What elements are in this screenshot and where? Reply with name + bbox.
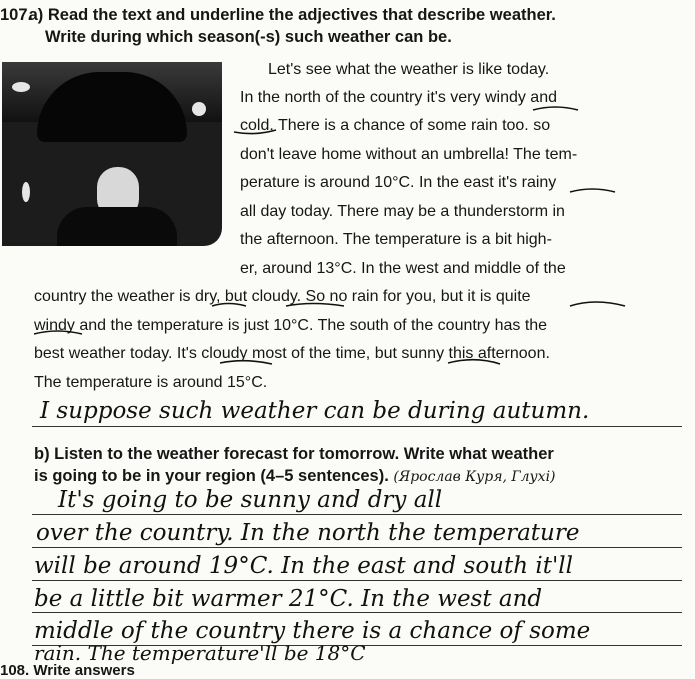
answer-b-line: over the country. In the north the temperature — [36, 520, 580, 546]
passage-line: In the north of the country it's very windy and — [240, 89, 557, 106]
part-b-instructions — [34, 443, 556, 488]
answer-b-line: middle of the country there is a chance of some — [34, 618, 591, 644]
passage-line: perature is around 10°C. In the east it's rainy — [240, 174, 557, 191]
passage-line: all day today. There may be a thunderstorm in — [240, 203, 565, 220]
passage-line: Let's see what the weather is like today. — [268, 61, 550, 78]
answer-b-line: rain. The temperature'll be 18°C — [34, 641, 366, 665]
umbrella-photo — [2, 62, 222, 246]
answer-line — [32, 612, 682, 613]
passage-line: cold. There is a chance of some rain too. so — [240, 117, 551, 134]
exercise-number: 107. — [0, 6, 33, 24]
answer-b-line: be a little bit warmer 21°C. In the west and — [34, 586, 543, 612]
passage-line: country the weather is dry, but cloudy. So no rain for you, but it is quite — [34, 288, 531, 305]
answer-a: I suppose such weather can be during autumn. — [40, 398, 590, 424]
answer-line — [32, 547, 682, 548]
next-exercise: 108. Write answers — [0, 662, 135, 679]
passage-line: don't leave home without an umbrella! The tem- — [240, 146, 578, 163]
passage-line: windy and the temperature is just 10°C. The south of the country has the — [34, 317, 548, 334]
part-b-line-2: is going to be in your region (4–5 sentences). — [34, 467, 389, 485]
passage-line: er, around 13°C. In the west and middle of the — [240, 260, 566, 277]
heading-line-1: a) Read the text and underline the adjectives that describe weather. — [28, 6, 556, 24]
answer-line — [32, 514, 682, 515]
exercise-heading — [0, 4, 690, 48]
answer-b-line: will be around 19°C. In the east and south it'll — [34, 553, 573, 579]
answer-b-line: It's going to be sunny and dry all — [58, 487, 443, 513]
answer-line — [32, 426, 682, 427]
answer-line — [32, 580, 682, 581]
region-note: (Ярослав Куря, Глухі) — [393, 469, 556, 485]
part-b-line-1: b) Listen to the weather forecast for tomorrow. Write what weather — [34, 445, 554, 463]
passage-line: the afternoon. The temperature is a bit high- — [240, 231, 552, 248]
passage-line: The temperature is around 15°C. — [34, 374, 268, 391]
heading-line-2: Write during which season(-s) such weather can be. — [45, 28, 452, 46]
passage-line: best weather today. It's cloudy most of the time, but sunny this afternoon. — [34, 345, 550, 362]
